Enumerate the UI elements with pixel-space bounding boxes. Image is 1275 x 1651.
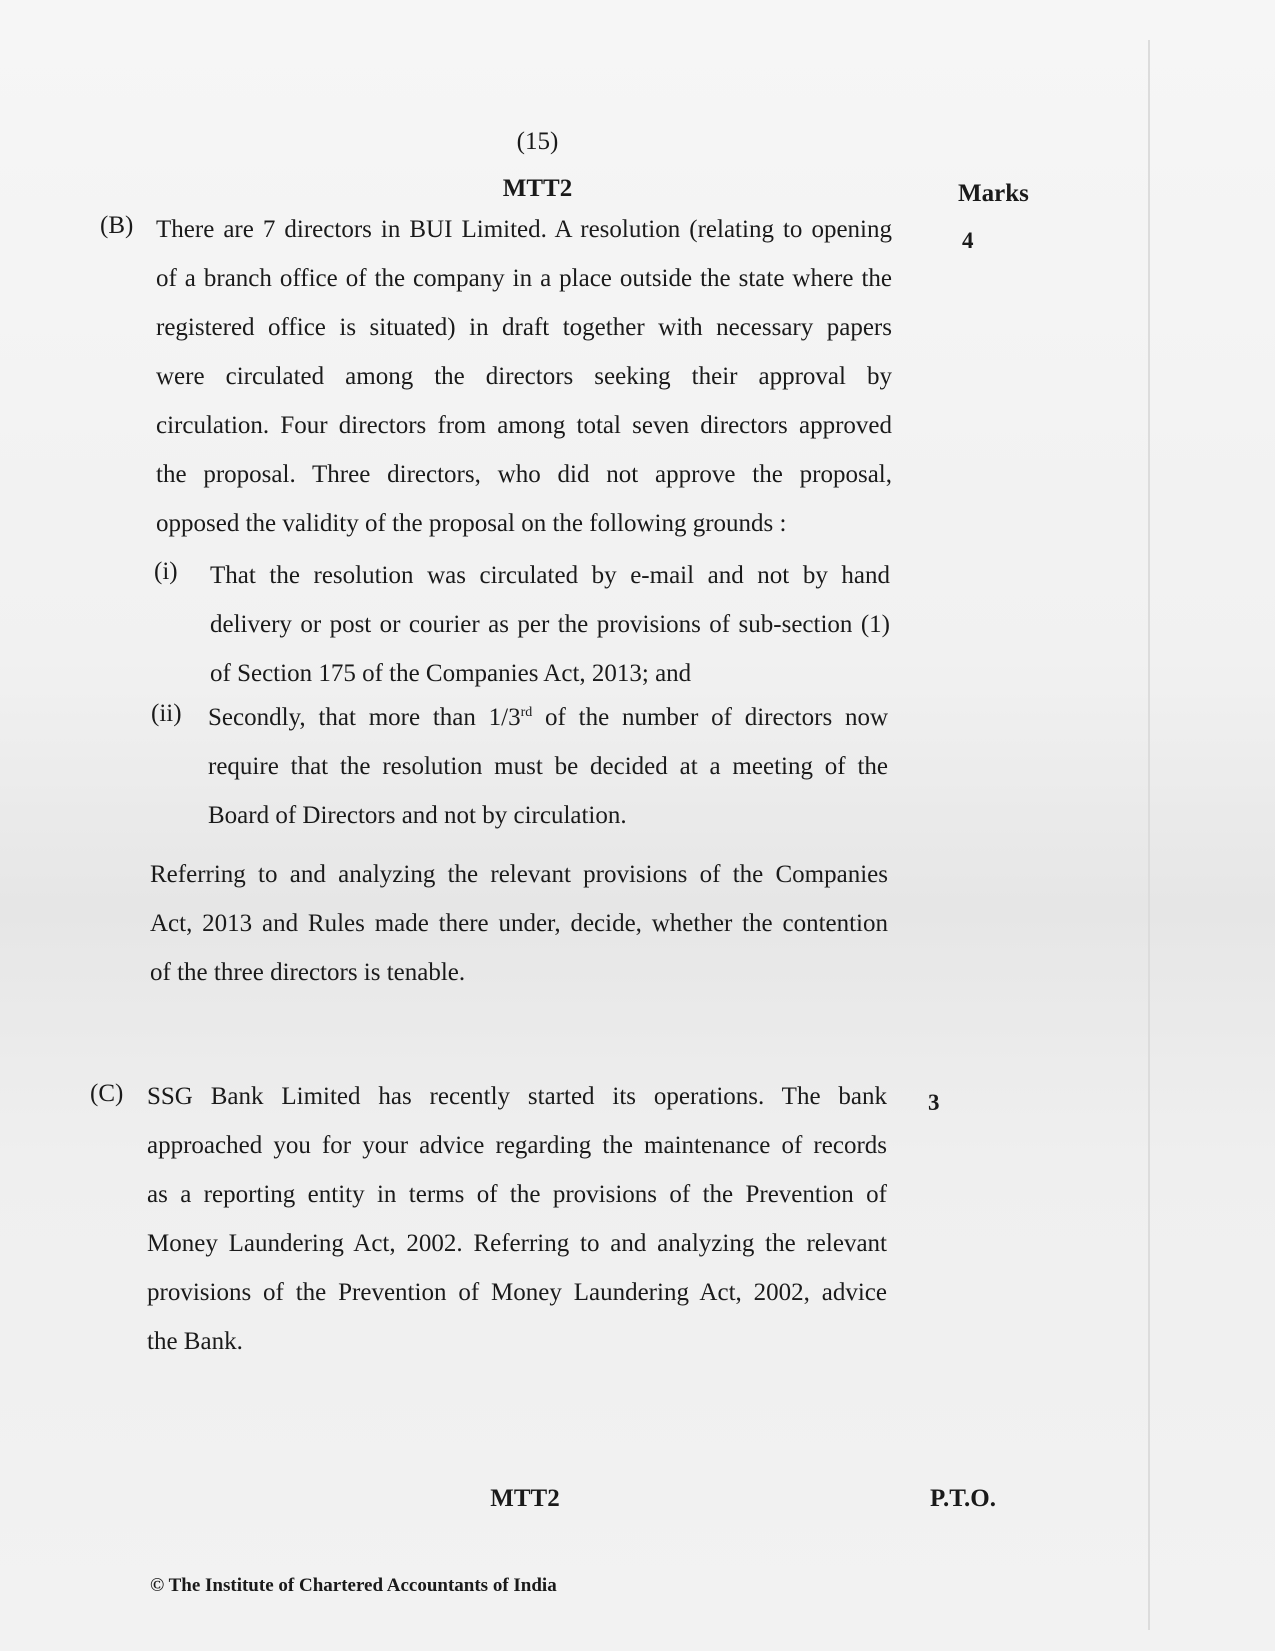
question-c-marks: 3: [928, 1090, 940, 1115]
please-turn-over: P.T.O.: [930, 1485, 996, 1512]
question-b-conclusion: [150, 850, 888, 997]
text-line: SSG Bank Limited has recently started its operations. The bank: [147, 1083, 887, 1110]
text-line: Referring to and analyzing the relevant provisions of the Companies: [150, 861, 888, 888]
question-b-marks: 4: [962, 228, 974, 253]
text-line: of the three directors is tenable.: [150, 959, 466, 986]
ground-ii-label: (ii): [151, 700, 182, 727]
text-line: There are 7 directors in BUI Limited. A resolution (relating to opening: [156, 216, 892, 243]
ground-i-label: (i): [154, 558, 178, 585]
text-line: Money Laundering Act, 2002. Referring to and analyzing the relevant: [147, 1230, 887, 1257]
marks-column-heading: Marks: [958, 180, 1029, 207]
text-line: as a reporting entity in terms of the provisions of the Prevention of: [147, 1181, 887, 1208]
text-fragment: Secondly, that more than 1/3: [208, 704, 521, 731]
question-b-label: (B): [100, 212, 134, 239]
text-line: Act, 2013 and Rules made there under, decide, whether the contention: [150, 910, 888, 937]
text-fragment: of the number of directors now: [532, 704, 888, 731]
text-line: the Bank.: [147, 1328, 243, 1355]
page-edge: [1148, 40, 1150, 1630]
paper-code-header: MTT2: [502, 175, 573, 202]
text-line: That the resolution was circulated by e-mail and not by hand: [210, 562, 890, 589]
ground-i-text: [210, 551, 890, 698]
superscript: rd: [520, 705, 533, 720]
text-line: the proposal. Three directors, who did not approve the proposal,: [156, 461, 892, 488]
text-line: require that the resolution must be decided at a meeting of the: [208, 753, 888, 780]
question-b-intro: [156, 205, 892, 548]
text-line: registered office is situated) in draft together with necessary papers: [156, 314, 892, 341]
text-line: [208, 693, 888, 742]
text-line: opposed the validity of the proposal on the following grounds :: [156, 510, 787, 537]
paper-code-footer: MTT2: [490, 1485, 560, 1512]
text-line: circulation. Four directors from among total seven directors approved: [156, 412, 892, 439]
text-line: of Section 175 of the Companies Act, 2013; and: [210, 660, 692, 687]
question-c-text: [147, 1072, 887, 1366]
text-line: provisions of the Prevention of Money Laundering Act, 2002, advice: [147, 1279, 887, 1306]
text-line: delivery or post or courier as per the provisions of sub-section (1): [210, 611, 890, 638]
ground-ii-text: [208, 693, 888, 840]
copyright-notice: © The Institute of Chartered Accountants of India: [150, 1575, 557, 1596]
text-line: Board of Directors and not by circulation.: [208, 802, 627, 829]
page-number: (15): [516, 128, 559, 155]
text-line: were circulated among the directors seeking their approval by: [156, 363, 892, 390]
question-c-label: (C): [90, 1080, 124, 1107]
text-line: approached you for your advice regarding the maintenance of records: [147, 1132, 887, 1159]
text-line: of a branch office of the company in a place outside the state where the: [156, 265, 892, 292]
